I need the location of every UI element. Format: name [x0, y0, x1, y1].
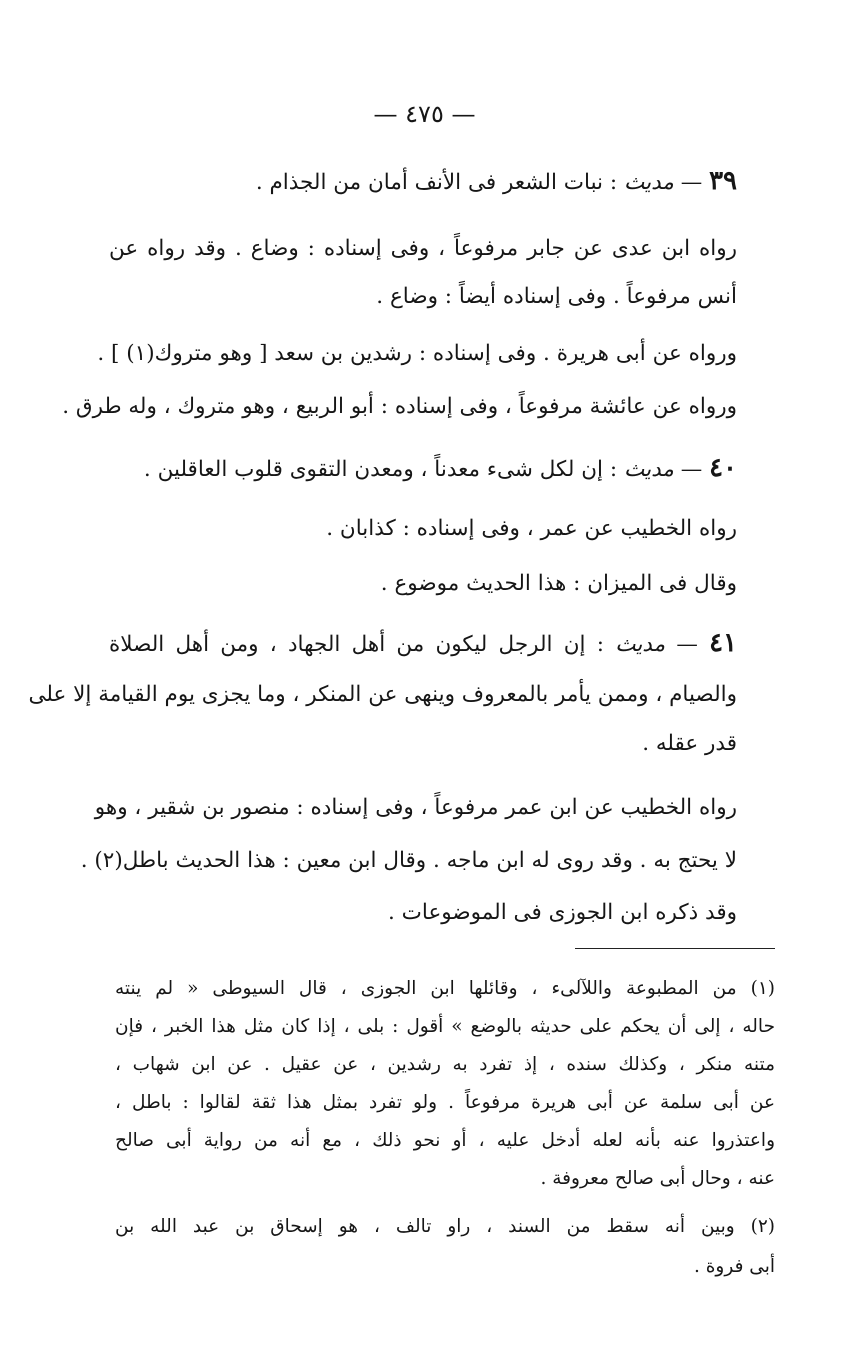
paragraph-line: رواه الخطيب عن عمر ، وفى إسناده : كذابان . — [326, 516, 737, 541]
hadith-label: مديث — [623, 457, 674, 482]
paragraph-line: رواه الخطيب عن ابن عمر مرفوعاً ، وفى إسناده : منصور بن شقير ، وهو — [94, 795, 737, 820]
hadith-text: : نبات الشعر فى الأنف أمان من الجذام . — [255, 170, 618, 195]
page-number: — ٤٧٥ — — [373, 100, 476, 128]
hadith-number: ٤١ — [709, 628, 738, 658]
paragraph-line: لا يحتج به . وقد روى له ابن ماجه . وقال ابن معين : هذا الحديث باطل(٢) . — [80, 848, 737, 873]
hadith-number: ٤٠ — [709, 453, 737, 483]
paragraph-line: رواه ابن عدى عن جابر مرفوعاً ، وفى إسناده : وضاع . وقد رواه عن — [109, 236, 737, 261]
paragraph-line: ورواه عن عائشة مرفوعاً ، وفى إسناده : أبو الربيع ، وهو متروك ، وله طرق . — [62, 394, 737, 419]
paragraph-line: أنس مرفوعاً . وفى إسناده أيضاً : وضاع . — [376, 284, 737, 309]
hadith-text: : إن الرجل ليكون من أهل الجهاد ، ومن أهل الصلاة — [109, 632, 604, 657]
footnote-line: واعتذروا عنه بأنه لعله أدخل عليه ، أو نحو ذلك ، مع أنه من رواية أبى صالح — [115, 1130, 775, 1151]
paragraph-line: وقد ذكره ابن الجوزى فى الموضوعات . — [387, 900, 737, 925]
footnote-line: عنه ، وحال أبى صالح معروفة . — [540, 1168, 775, 1189]
hadith-heading-line: ٣٩ — مديث : نبات الشعر فى الأنف أمان من الجذام . — [255, 166, 737, 196]
hadith-text-continued: والصيام ، وممن يأمر بالمعروف وينهى عن المنكر ، وما يجزى يوم القيامة إلا على — [28, 682, 737, 707]
footnote-separator — [575, 948, 775, 949]
footnote-line: أبى فروة . — [693, 1256, 775, 1277]
footnote-line: متنه منكر ، وكذلك سنده ، إذ تفرد به رشدين ، عن عقيل . عن ابن شهاب ، — [115, 1054, 775, 1075]
hadith-label: مديث — [623, 170, 674, 195]
footnote-line: حاله ، إلى أن يحكم على حديثه بالوضع » أقول : بلى ، إذا كان مثل هذا الخبر ، فإن — [115, 1016, 775, 1037]
hadith-text-continued: قدر عقله . — [642, 731, 737, 756]
paragraph-line: وقال فى الميزان : هذا الحديث موضوع . — [380, 571, 737, 596]
hadith-label: مديث — [615, 632, 666, 657]
footnote-line: عن أبى سلمة عن أبى هريرة مرفوعاً . ولو تفرد بمثل هذا ثقة لقالوا : باطل ، — [115, 1092, 775, 1113]
hadith-heading-line: ٤٠ — مديث : إن لكل شىء معدناً ، ومعدن التقوى قلوب العاقلين . — [143, 453, 737, 483]
hadith-number: ٣٩ — [709, 166, 737, 196]
paragraph-line: ورواه عن أبى هريرة . وفى إسناده : رشدين بن سعد [ وهو متروك(١) ] . — [97, 341, 737, 366]
footnote-line: (٢) وبين أنه سقط من السند ، راو تالف ، هو إسحاق بن عبد الله بن — [115, 1216, 775, 1237]
footnote-line: (١) من المطبوعة واللآلىء ، وقائلها ابن الجوزى ، قال السيوطى « لم ينته — [115, 978, 775, 999]
hadith-text: : إن لكل شىء معدناً ، ومعدن التقوى قلوب العاقلين . — [143, 457, 618, 482]
hadith-heading-line: ٤١ — مديث : إن الرجل ليكون من أهل الجهاد ، ومن أهل الصلاة — [109, 628, 738, 658]
